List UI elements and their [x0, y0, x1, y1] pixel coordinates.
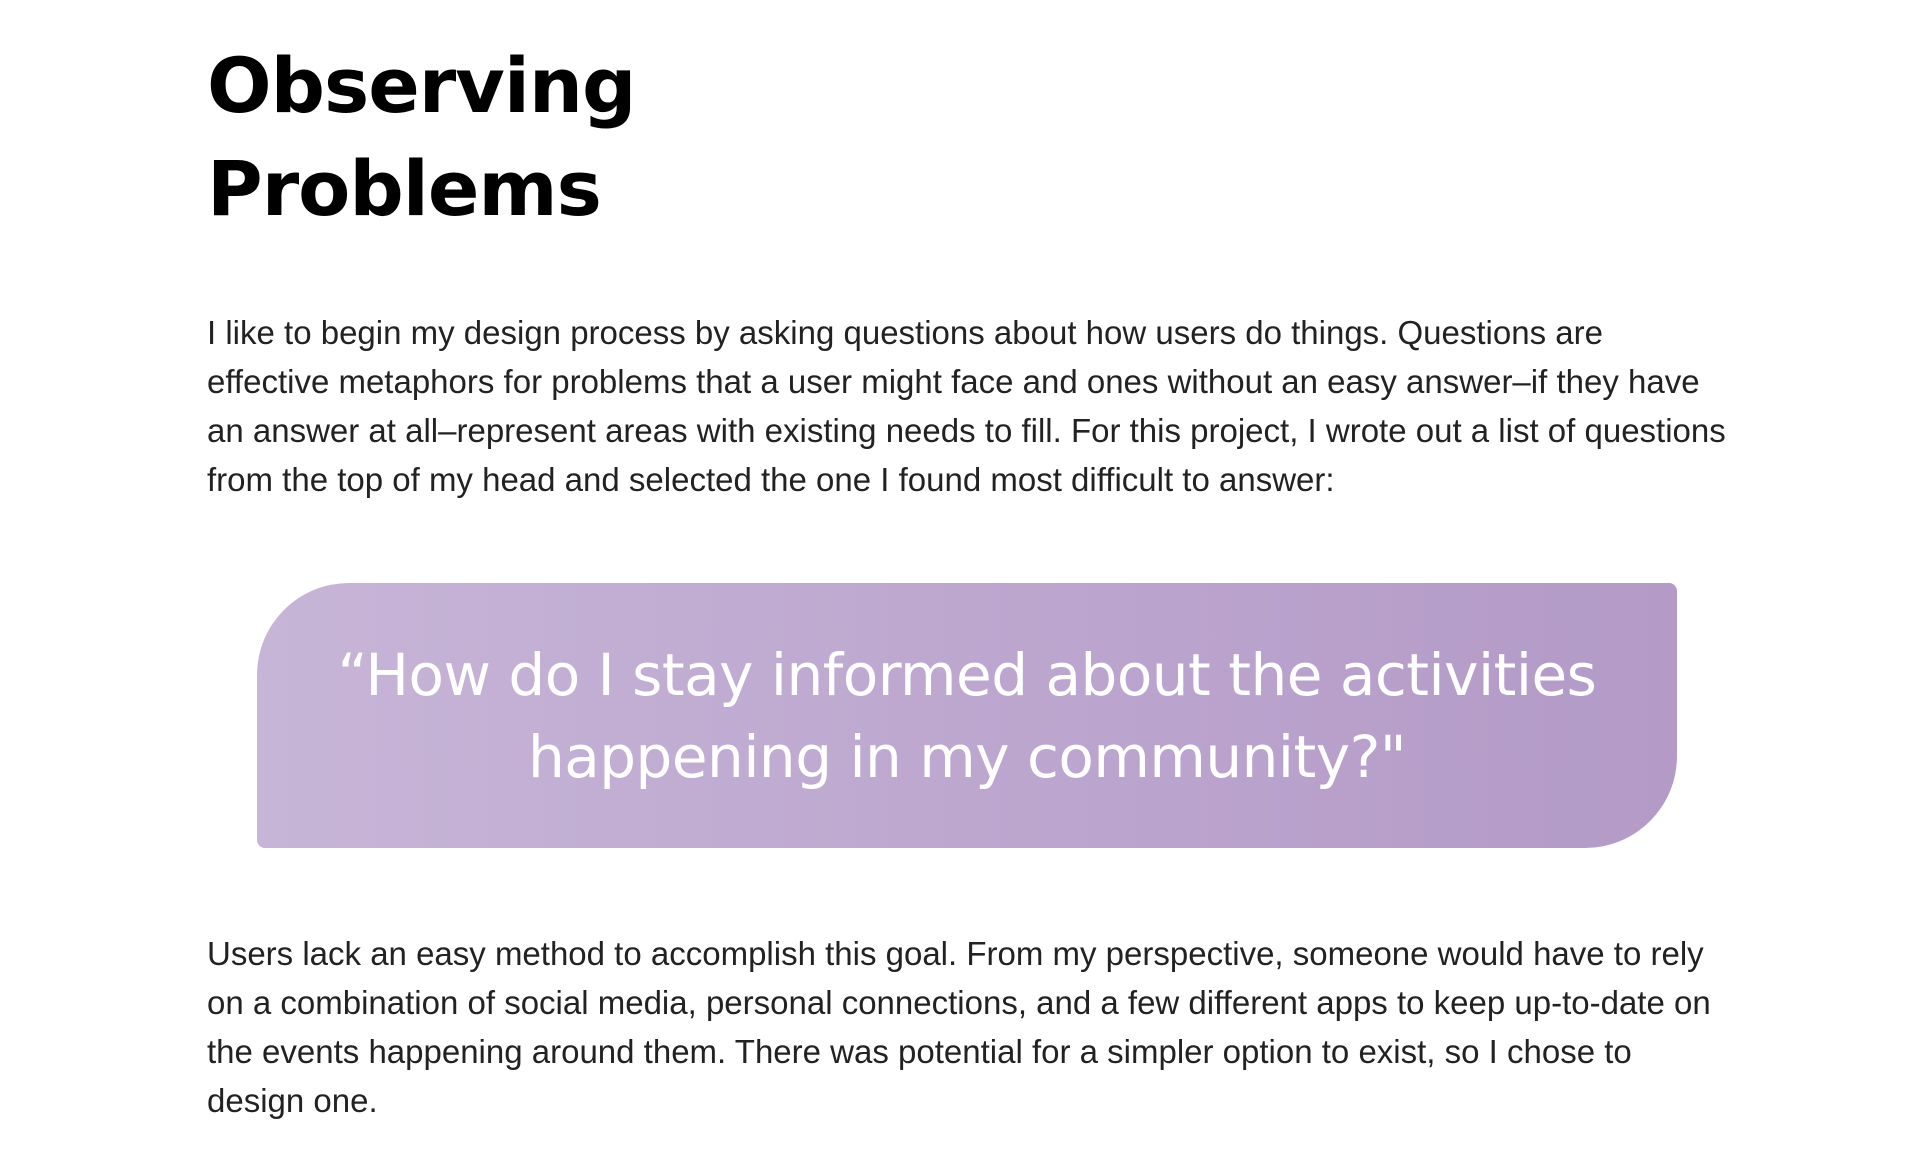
section-heading	[207, 0, 1727, 240]
heading-line-2: Problems	[207, 144, 601, 233]
quote-callout	[257, 583, 1677, 848]
quote-text: “How do I stay informed about the activities happening in my community?"	[337, 640, 1597, 791]
closing-paragraph: Users lack an easy method to accomplish this goal. From my perspective, someone would have to rely on a combination of social media, personal connections, and a few different apps to keep up-to-date on the events happening around them. There was potential for a simpler option to exist, so I chose to design one.	[207, 935, 1711, 1119]
heading-line-1: Observing	[207, 41, 636, 130]
intro-paragraph: I like to begin my design process by asking questions about how users do things. Questions are effective metaphors for problems that a user might face and ones without an easy answer–if they have an answer at all–represent areas with existing needs to fill. For this project, I wrote out a list of questions from the top of my head and selected the one I found most difficult to answer:	[207, 314, 1726, 498]
article-section	[207, 0, 1727, 1119]
